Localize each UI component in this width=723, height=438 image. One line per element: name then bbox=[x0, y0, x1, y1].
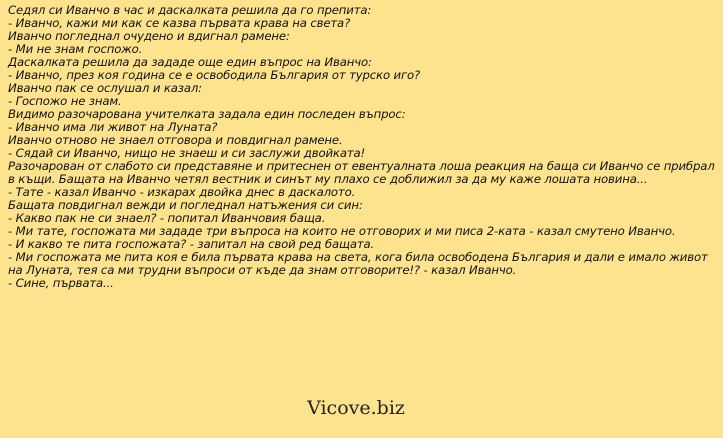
joke-line: Разочарован от слабото си представяне и притеснен от евентуалната лоша реакция на баща си Иванчо се прибрал в къщи. Бащата на Иванчо четял вестник и синът му плахо се доближил за да му каже лошата новина... bbox=[8, 159, 715, 186]
joke-text bbox=[8, 4, 720, 290]
joke-line: Видимо разочарована учителката задала един последен въпрос: bbox=[8, 107, 406, 121]
joke-line: Бащата повдигнал вежди и погледнал натъжения си син: bbox=[8, 198, 363, 212]
joke-line: - Сядай си Иванчо, нищо не знаеш и си заслужи двойката! bbox=[8, 146, 366, 160]
joke-line: - Тате - казал Иванчо - изкарах двойка днес в даскалото. bbox=[8, 185, 356, 199]
joke-line: - Ми госпожата ме пита коя е била първата крава на света, кога била освободена България и дали е имало живот на Луната, тея са ми трудни въпроси от къде да знам отговорите!? - казал Иванчо. bbox=[8, 250, 708, 277]
joke-line: Иванчо погледнал очудено и вдигнал рамене: bbox=[8, 29, 290, 43]
joke-line: - Госпожо не знам. bbox=[8, 94, 122, 108]
joke-line: - И какво те пита госпожата? - запитал на свой ред бащата. bbox=[8, 237, 375, 251]
joke-line: - Ми тате, госпожата ми зададе три въпроса на които не отговорих и ми писа 2-ката - казал смутено Иванчо. bbox=[8, 224, 676, 238]
joke-line: Иванчо отново не знаел отговора и повдигнал рамене. bbox=[8, 133, 343, 147]
joke-line: - Иванчо, през коя година се е освободила България от турско иго? bbox=[8, 68, 421, 82]
joke-line: - Сине, първата... bbox=[8, 276, 114, 290]
joke-line: Иванчо пак се ослушал и казал: bbox=[8, 81, 202, 95]
joke-line: Седял си Иванчо в час и даскалката решила да го препита: bbox=[8, 3, 372, 17]
joke-line: - Иванчо, кажи ми как се казва първата крава на света? bbox=[8, 16, 351, 30]
joke-line: - Иванчо има ли живот на Луната? bbox=[8, 120, 218, 134]
joke-line: - Ми не знам госпожо. bbox=[8, 42, 143, 56]
joke-line: - Какво пак не си знаел? - попитал Иванчовия баща. bbox=[8, 211, 326, 225]
joke-line: Даскалката решила да зададе още един въпрос на Иванчо: bbox=[8, 55, 372, 69]
site-watermark: Vicove.biz bbox=[307, 397, 405, 419]
